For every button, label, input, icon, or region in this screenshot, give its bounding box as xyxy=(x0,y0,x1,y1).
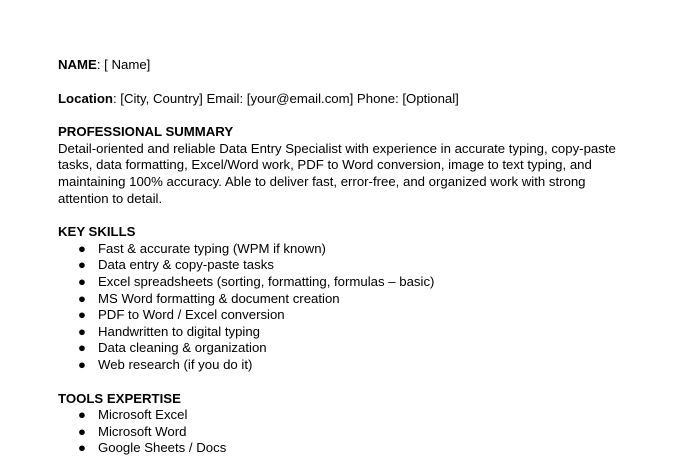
bullet-icon: ● xyxy=(78,240,86,256)
tools-expertise-list xyxy=(58,407,628,457)
name-value: : [ Name] xyxy=(96,57,151,72)
key-skills-heading: KEY SKILLS xyxy=(58,224,136,240)
list-item: ● Google Sheets / Docs xyxy=(78,440,227,456)
list-item: ● Handwritten to digital typing xyxy=(78,323,261,339)
location-label: Location xyxy=(58,90,113,106)
professional-summary-heading: PROFESSIONAL SUMMARY xyxy=(58,124,234,140)
bullet-icon: ● xyxy=(78,290,86,306)
list-item: ● Microsoft Excel xyxy=(78,407,188,423)
bullet-icon: ● xyxy=(78,340,86,356)
bullet-icon: ● xyxy=(78,407,86,423)
bullet-icon: ● xyxy=(78,257,86,273)
list-item: ● Fast & accurate typing (WPM if known) xyxy=(78,240,326,256)
key-skills-list xyxy=(58,241,628,374)
resume-document xyxy=(58,57,628,457)
bullet-icon: ● xyxy=(78,423,86,439)
bullet-icon: ● xyxy=(78,307,86,323)
list-item: ● Data cleaning & organization xyxy=(78,340,267,356)
name-line xyxy=(58,57,628,74)
list-item: ● MS Word formatting & document creation xyxy=(78,290,340,306)
list-item: ● Excel spreadsheets (sorting, formatting, formulas – basic) xyxy=(78,273,435,289)
list-item: ● PDF to Word / Excel conversion xyxy=(78,307,285,323)
bullet-icon: ● xyxy=(78,273,86,289)
tools-expertise-heading: TOOLS EXPERTISE xyxy=(58,390,181,406)
list-item: ● Web research (if you do it) xyxy=(78,356,253,372)
location-line xyxy=(58,91,628,108)
contact-details: : [City, Country] Email: [your@email.com] Phone: [Optional] xyxy=(112,90,459,106)
professional-summary-text: Detail-oriented and reliable Data Entry Specialist with experience in accurate typing, copy-paste tasks, data formatting, Excel/Word work, PDF to Word conversion, image to text typing, and maintaining 100% accuracy. Able to deliver fast, error-free, and organized work with strong attention to detail. xyxy=(58,140,616,206)
bullet-icon: ● xyxy=(78,440,86,456)
list-item: ● Data entry & copy-paste tasks xyxy=(78,257,274,273)
list-item: ● Microsoft Word xyxy=(78,423,187,439)
bullet-icon: ● xyxy=(78,323,86,339)
bullet-icon: ● xyxy=(78,356,86,372)
name-label: NAME xyxy=(58,57,97,72)
